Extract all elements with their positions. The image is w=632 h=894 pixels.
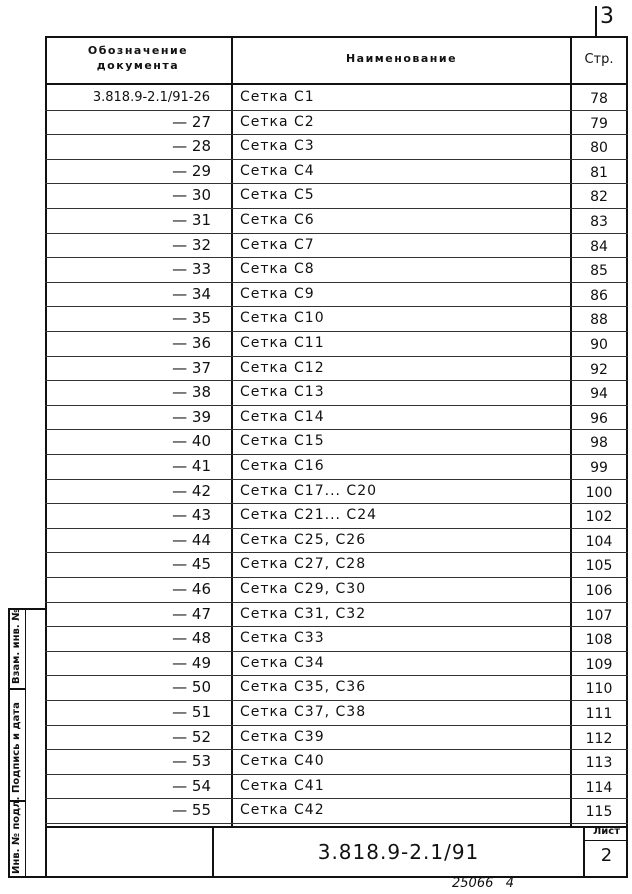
stamp-top-line (45, 826, 628, 828)
row-page: 96 (590, 410, 608, 427)
table-row (45, 159, 628, 184)
row-name: Сетка С6 (240, 212, 315, 228)
row-page: 114 (585, 779, 613, 796)
row-code: — 54 (172, 776, 211, 795)
row-page: 108 (585, 632, 613, 649)
row-code: — 55 (172, 801, 211, 820)
row-page: 112 (585, 730, 613, 747)
row-page: 109 (585, 656, 613, 673)
footer-note: 25066 4 (452, 876, 515, 891)
side-label-vzam-inv: Взам. инв. № (11, 608, 22, 684)
stamp-sheet-divider (583, 840, 628, 841)
row-page: 113 (585, 755, 613, 772)
row-page: 81 (590, 164, 608, 181)
row-code: — 35 (172, 309, 211, 328)
row-name: Сетка С29, С30 (240, 581, 367, 597)
row-name: Сетка С41 (240, 777, 325, 794)
side-label-podpis-data: Подпись и дата (11, 702, 22, 793)
row-page: 106 (585, 583, 613, 599)
table-row (45, 183, 628, 208)
header-code (47, 44, 229, 72)
row-page: 107 (585, 607, 613, 624)
table-row (45, 380, 628, 405)
row-separator (45, 823, 628, 824)
row-name: Сетка С27, С28 (240, 556, 367, 573)
row-name: Сетка С14 (240, 408, 325, 425)
header-page: Стр. (584, 52, 614, 67)
row-page: 84 (590, 238, 608, 255)
row-page: 105 (585, 558, 613, 575)
table-row (45, 85, 628, 110)
row-code: — 49 (172, 653, 211, 672)
row-code: — 36 (172, 334, 211, 352)
table-row (45, 725, 628, 750)
row-page: 90 (590, 337, 608, 353)
row-name: Сетка С7 (240, 236, 315, 253)
row-code: — 47 (172, 604, 211, 623)
row-code: — 30 (172, 186, 211, 205)
row-page: 100 (585, 484, 613, 501)
table-row (45, 528, 628, 553)
row-name: Сетка С31, С32 (240, 605, 367, 622)
table-row (45, 233, 628, 258)
row-name: Сетка С35, С36 (240, 679, 367, 696)
row-name: Сетка С2 (240, 113, 315, 130)
row-name: Сетка С17... С20 (240, 482, 378, 499)
row-code: — 51 (172, 703, 211, 721)
row-code: — 29 (172, 161, 211, 180)
row-page: 111 (585, 706, 613, 722)
row-name: Сетка С10 (240, 310, 325, 327)
header-name: Наименование (345, 52, 458, 65)
stamp-sheet-number: 2 (600, 845, 613, 866)
row-page: 92 (590, 361, 608, 378)
row-code: — 32 (172, 235, 211, 254)
row-code: — 40 (172, 432, 211, 451)
row-code: — 43 (172, 506, 211, 525)
row-name: Сетка С34 (240, 654, 325, 671)
row-page: 79 (590, 115, 608, 132)
table-row (45, 429, 628, 454)
row-code: — 38 (172, 383, 211, 402)
row-name: Сетка С40 (240, 753, 325, 770)
row-page: 83 (590, 214, 608, 230)
side-label-inv-podl: Инв. № подл. (11, 796, 22, 874)
row-name: Сетка С9 (240, 285, 315, 302)
table-row (45, 331, 628, 356)
table-row (45, 602, 628, 627)
table-row (45, 454, 628, 479)
table-row (45, 134, 628, 159)
table-row (45, 700, 628, 725)
row-code: — 33 (172, 260, 211, 279)
row-code: — 28 (172, 137, 211, 156)
row-code: — 48 (172, 629, 211, 648)
table-row (45, 110, 628, 135)
header-code-line2: документа (96, 59, 180, 72)
corner-page-number: 3 (600, 4, 614, 29)
row-name: Сетка С25, С26 (240, 531, 367, 548)
table-row (45, 552, 628, 577)
corner-box-left (595, 6, 597, 36)
side-strip-divider (25, 608, 26, 878)
row-name: Сетка С3 (240, 138, 315, 155)
row-name: Сетка С15 (240, 433, 325, 450)
row-code: — 31 (172, 211, 211, 229)
stamp-designation: 3.818.9-2.1/91 (317, 840, 480, 864)
table-row (45, 405, 628, 430)
table-row (45, 798, 628, 823)
row-code: — 39 (172, 407, 211, 426)
table-row (45, 651, 628, 676)
row-page: 115 (585, 804, 613, 821)
stamp-sheet-label: Лист (592, 826, 621, 837)
row-name: Сетка С21... С24 (240, 507, 378, 524)
row-page: 98 (590, 435, 608, 452)
side-strip-sep-1 (8, 688, 26, 690)
row-page: 85 (590, 263, 608, 280)
row-code: — 45 (172, 555, 211, 574)
table-row (45, 774, 628, 799)
row-name: Сетка С13 (240, 384, 325, 401)
row-name: Сетка С11 (240, 335, 325, 351)
table-row (45, 306, 628, 331)
row-code: — 52 (172, 727, 211, 746)
row-code: — 44 (172, 530, 211, 549)
table-row (45, 257, 628, 282)
row-page: 78 (590, 91, 608, 107)
row-page: 99 (590, 460, 608, 476)
row-name: Сетка С39 (240, 728, 325, 745)
row-code: — 46 (172, 580, 211, 598)
row-code: 3.818.9-2.1/91-26 (92, 90, 210, 105)
row-code: — 34 (172, 284, 211, 303)
table-row (45, 479, 628, 504)
row-name: Сетка С1 (240, 89, 315, 105)
row-page: 102 (585, 509, 613, 526)
table-row (45, 208, 628, 233)
row-name: Сетка С16 (240, 458, 325, 474)
row-code: — 53 (172, 752, 211, 771)
row-name: Сетка С8 (240, 261, 315, 278)
row-code: — 50 (172, 678, 211, 697)
table-row (45, 626, 628, 651)
row-name: Сетка С4 (240, 162, 315, 179)
row-code: — 42 (172, 481, 211, 500)
row-name: Сетка С37, С38 (240, 704, 367, 720)
row-code: — 37 (172, 358, 211, 377)
table-row (45, 282, 628, 307)
table-row (45, 503, 628, 528)
table-row (45, 749, 628, 774)
row-page: 110 (585, 681, 613, 698)
table-row (45, 675, 628, 700)
table-row (45, 577, 628, 602)
row-page: 80 (590, 140, 608, 157)
header-code-line1: Обозначение (87, 44, 189, 57)
row-page: 86 (590, 287, 608, 304)
row-page: 104 (585, 533, 613, 550)
row-name: Сетка С12 (240, 359, 325, 376)
row-code: — 27 (172, 112, 211, 131)
row-name: Сетка С33 (240, 630, 325, 647)
table-row (45, 356, 628, 381)
row-name: Сетка С5 (240, 187, 315, 204)
row-name: Сетка С42 (240, 802, 325, 819)
row-page: 88 (590, 312, 608, 329)
row-code: — 41 (172, 457, 211, 475)
row-page: 82 (590, 189, 608, 206)
row-page: 94 (590, 386, 608, 403)
